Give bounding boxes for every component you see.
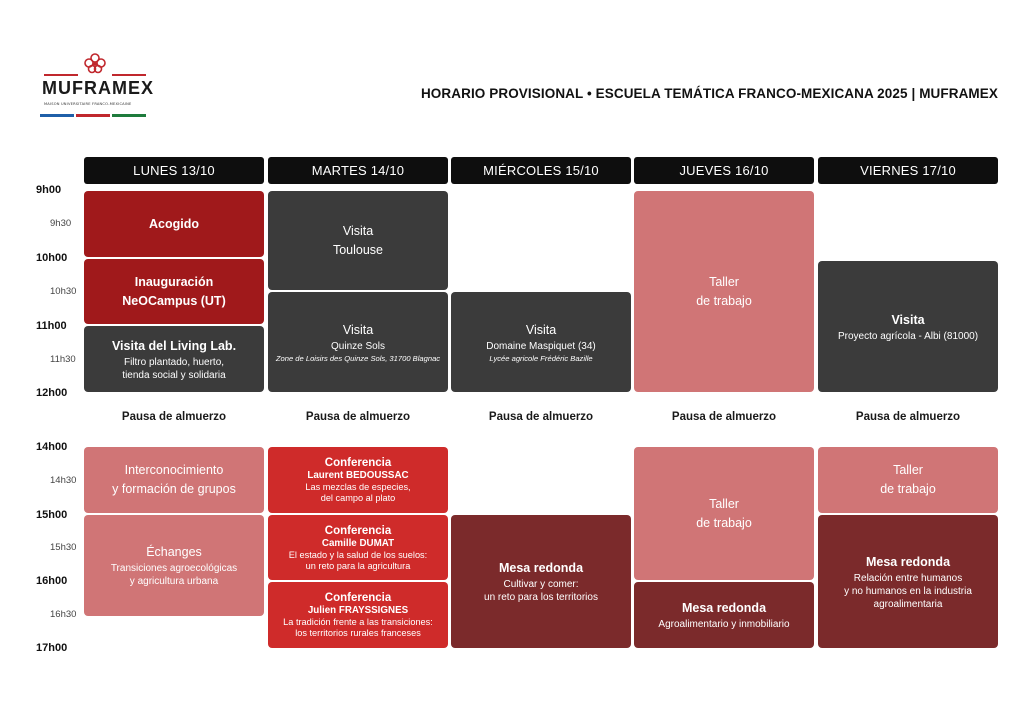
- logo-flag-green: [112, 114, 146, 117]
- event-description: un reto para los territorios: [484, 592, 598, 603]
- logo-wordmark: MUFRAMEX: [42, 78, 154, 98]
- hour-label: 16h00: [36, 575, 68, 587]
- event-description: Las mezclas de especies,: [305, 482, 411, 492]
- logo-subtitle: MAISON UNIVERSITAIRE FRANCO-MEXICAINE: [44, 102, 132, 106]
- event-description: y no humanos en la industria: [844, 585, 972, 597]
- event-title: Conferencia: [324, 457, 392, 469]
- day-header-tuesday: MARTES 14/10: [268, 157, 448, 184]
- event-title: Mesa redonda: [681, 601, 767, 615]
- event-description: tienda social y solidaria: [122, 369, 226, 381]
- event-mesa-redonda-thursday: [634, 582, 814, 648]
- event-title: Acogido: [149, 216, 199, 231]
- speaker-name: Julien FRAYSSIGNES: [307, 605, 409, 616]
- event-taller-thursday-am: [634, 191, 814, 392]
- page-title: HORARIO PROVISIONAL • ESCUELA TEMÁTICA FRANCO-MEXICANA 2025 | MUFRAMEX: [420, 86, 998, 101]
- event-location: Zone de Loisirs des Quinze Sols, 31700 Blagnac: [275, 353, 441, 363]
- event-conferencia-frayssignes: [268, 582, 448, 648]
- event-title: NeOCampus (UT): [122, 293, 226, 308]
- event-conferencia-bedoussac: [268, 447, 448, 513]
- hour-label: 10h30: [50, 286, 77, 297]
- event-title: Taller: [709, 496, 739, 511]
- lunch-break-thursday: Pausa de almuerzo: [671, 411, 777, 423]
- lunch-break-wednesday: Pausa de almuerzo: [488, 411, 594, 423]
- event-title: Conferencia: [324, 592, 392, 604]
- event-title: Interconocimiento: [124, 463, 224, 477]
- event-description: del campo al plato: [320, 493, 396, 503]
- event-description: Agroalimentario y inmobiliario: [658, 619, 790, 630]
- logo-flag-blue: [40, 114, 74, 117]
- hour-label: 14h00: [36, 441, 68, 453]
- event-echanges: [84, 515, 264, 616]
- event-visita-quinze-sols: [268, 292, 448, 392]
- event-description: Proyecto agrícola - Albi (81000): [837, 330, 979, 342]
- event-title: Visita del Living Lab.: [111, 338, 237, 353]
- event-title: de trabajo: [880, 482, 936, 496]
- event-visita-living-lab: [84, 326, 264, 392]
- event-description: Domaine Maspiquet (34): [486, 340, 596, 352]
- event-acogido: [84, 191, 264, 257]
- hour-label: 14h30: [50, 475, 77, 486]
- day-header-wednesday: MIÉRCOLES 15/10: [451, 157, 631, 184]
- event-title: Taller: [709, 274, 739, 289]
- event-title: de trabajo: [696, 293, 752, 308]
- flower-emblem-icon: [82, 52, 108, 74]
- event-description: La tradición frente a las transiciones:: [283, 617, 433, 627]
- event-description: El estado y la salud de los suelos:: [288, 549, 428, 560]
- day-header-friday: VIERNES 17/10: [818, 157, 998, 184]
- logo-line-right: [112, 74, 146, 76]
- event-taller-thursday-pm: [634, 447, 814, 580]
- logo-line-left: [44, 74, 78, 76]
- hour-label: 9h30: [50, 218, 72, 229]
- event-description: Relación entre humanos: [853, 572, 963, 584]
- event-description: Filtro plantado, huerto,: [123, 356, 225, 368]
- event-title: Inauguración: [134, 274, 214, 289]
- hour-label: 15h00: [36, 509, 68, 521]
- event-interconocimiento: [84, 447, 264, 513]
- event-mesa-redonda-friday: [818, 515, 998, 648]
- event-description: los territorios rurales franceses: [295, 628, 421, 638]
- event-title: Mesa redonda: [498, 561, 584, 575]
- event-title: Taller: [893, 463, 923, 477]
- event-mesa-redonda-wednesday: [451, 515, 631, 648]
- event-visita-maspiquet: [451, 292, 631, 392]
- event-title: Visita: [342, 322, 374, 337]
- event-title: Toulouse: [332, 242, 384, 257]
- event-taller-friday: [818, 447, 998, 513]
- hour-label: 17h00: [36, 642, 68, 654]
- lunch-break-monday: Pausa de almuerzo: [121, 411, 227, 423]
- event-title: Visita: [342, 223, 374, 238]
- hour-label: 11h00: [36, 320, 67, 332]
- event-description: y agricultura urbana: [129, 576, 219, 587]
- lunch-break-friday: Pausa de almuerzo: [855, 411, 961, 423]
- event-title: Échanges: [146, 545, 202, 559]
- hour-label: 9h00: [36, 184, 62, 196]
- day-header-thursday: JUEVES 16/10: [634, 157, 814, 184]
- event-description: Transiciones agroecológicas: [110, 563, 238, 574]
- event-title: Mesa redonda: [865, 554, 951, 569]
- muframex-logo: [40, 52, 154, 122]
- event-title: y formación de grupos: [112, 482, 236, 496]
- event-inauguracion: [84, 259, 264, 324]
- event-conferencia-dumat: [268, 515, 448, 580]
- event-location: Lycée agricole Frédéric Bazille: [489, 353, 593, 363]
- hour-label: 12h00: [36, 387, 68, 399]
- hour-label: 11h30: [50, 354, 76, 365]
- speaker-name: Laurent BEDOUSSAC: [307, 470, 409, 481]
- hour-label: 16h30: [50, 609, 77, 620]
- event-description: Quinze Sols: [331, 340, 385, 352]
- logo-flag-red: [76, 114, 110, 117]
- speaker-name: Camille DUMAT: [321, 537, 395, 549]
- event-title: Conferencia: [324, 524, 392, 537]
- event-title: Visita: [525, 322, 557, 337]
- event-visita-albi: [818, 261, 998, 392]
- event-title: Visita: [891, 312, 925, 327]
- lunch-break-tuesday: Pausa de almuerzo: [305, 411, 411, 423]
- event-description: Cultivar y comer:: [503, 579, 579, 590]
- event-description: agroalimentaria: [873, 598, 943, 610]
- event-visita-toulouse: [268, 191, 448, 290]
- hour-label: 15h30: [50, 542, 77, 553]
- hour-label: 10h00: [36, 252, 68, 264]
- event-description: un reto para la agricultura: [305, 560, 411, 571]
- day-header-monday: LUNES 13/10: [84, 157, 264, 184]
- event-title: de trabajo: [696, 515, 752, 530]
